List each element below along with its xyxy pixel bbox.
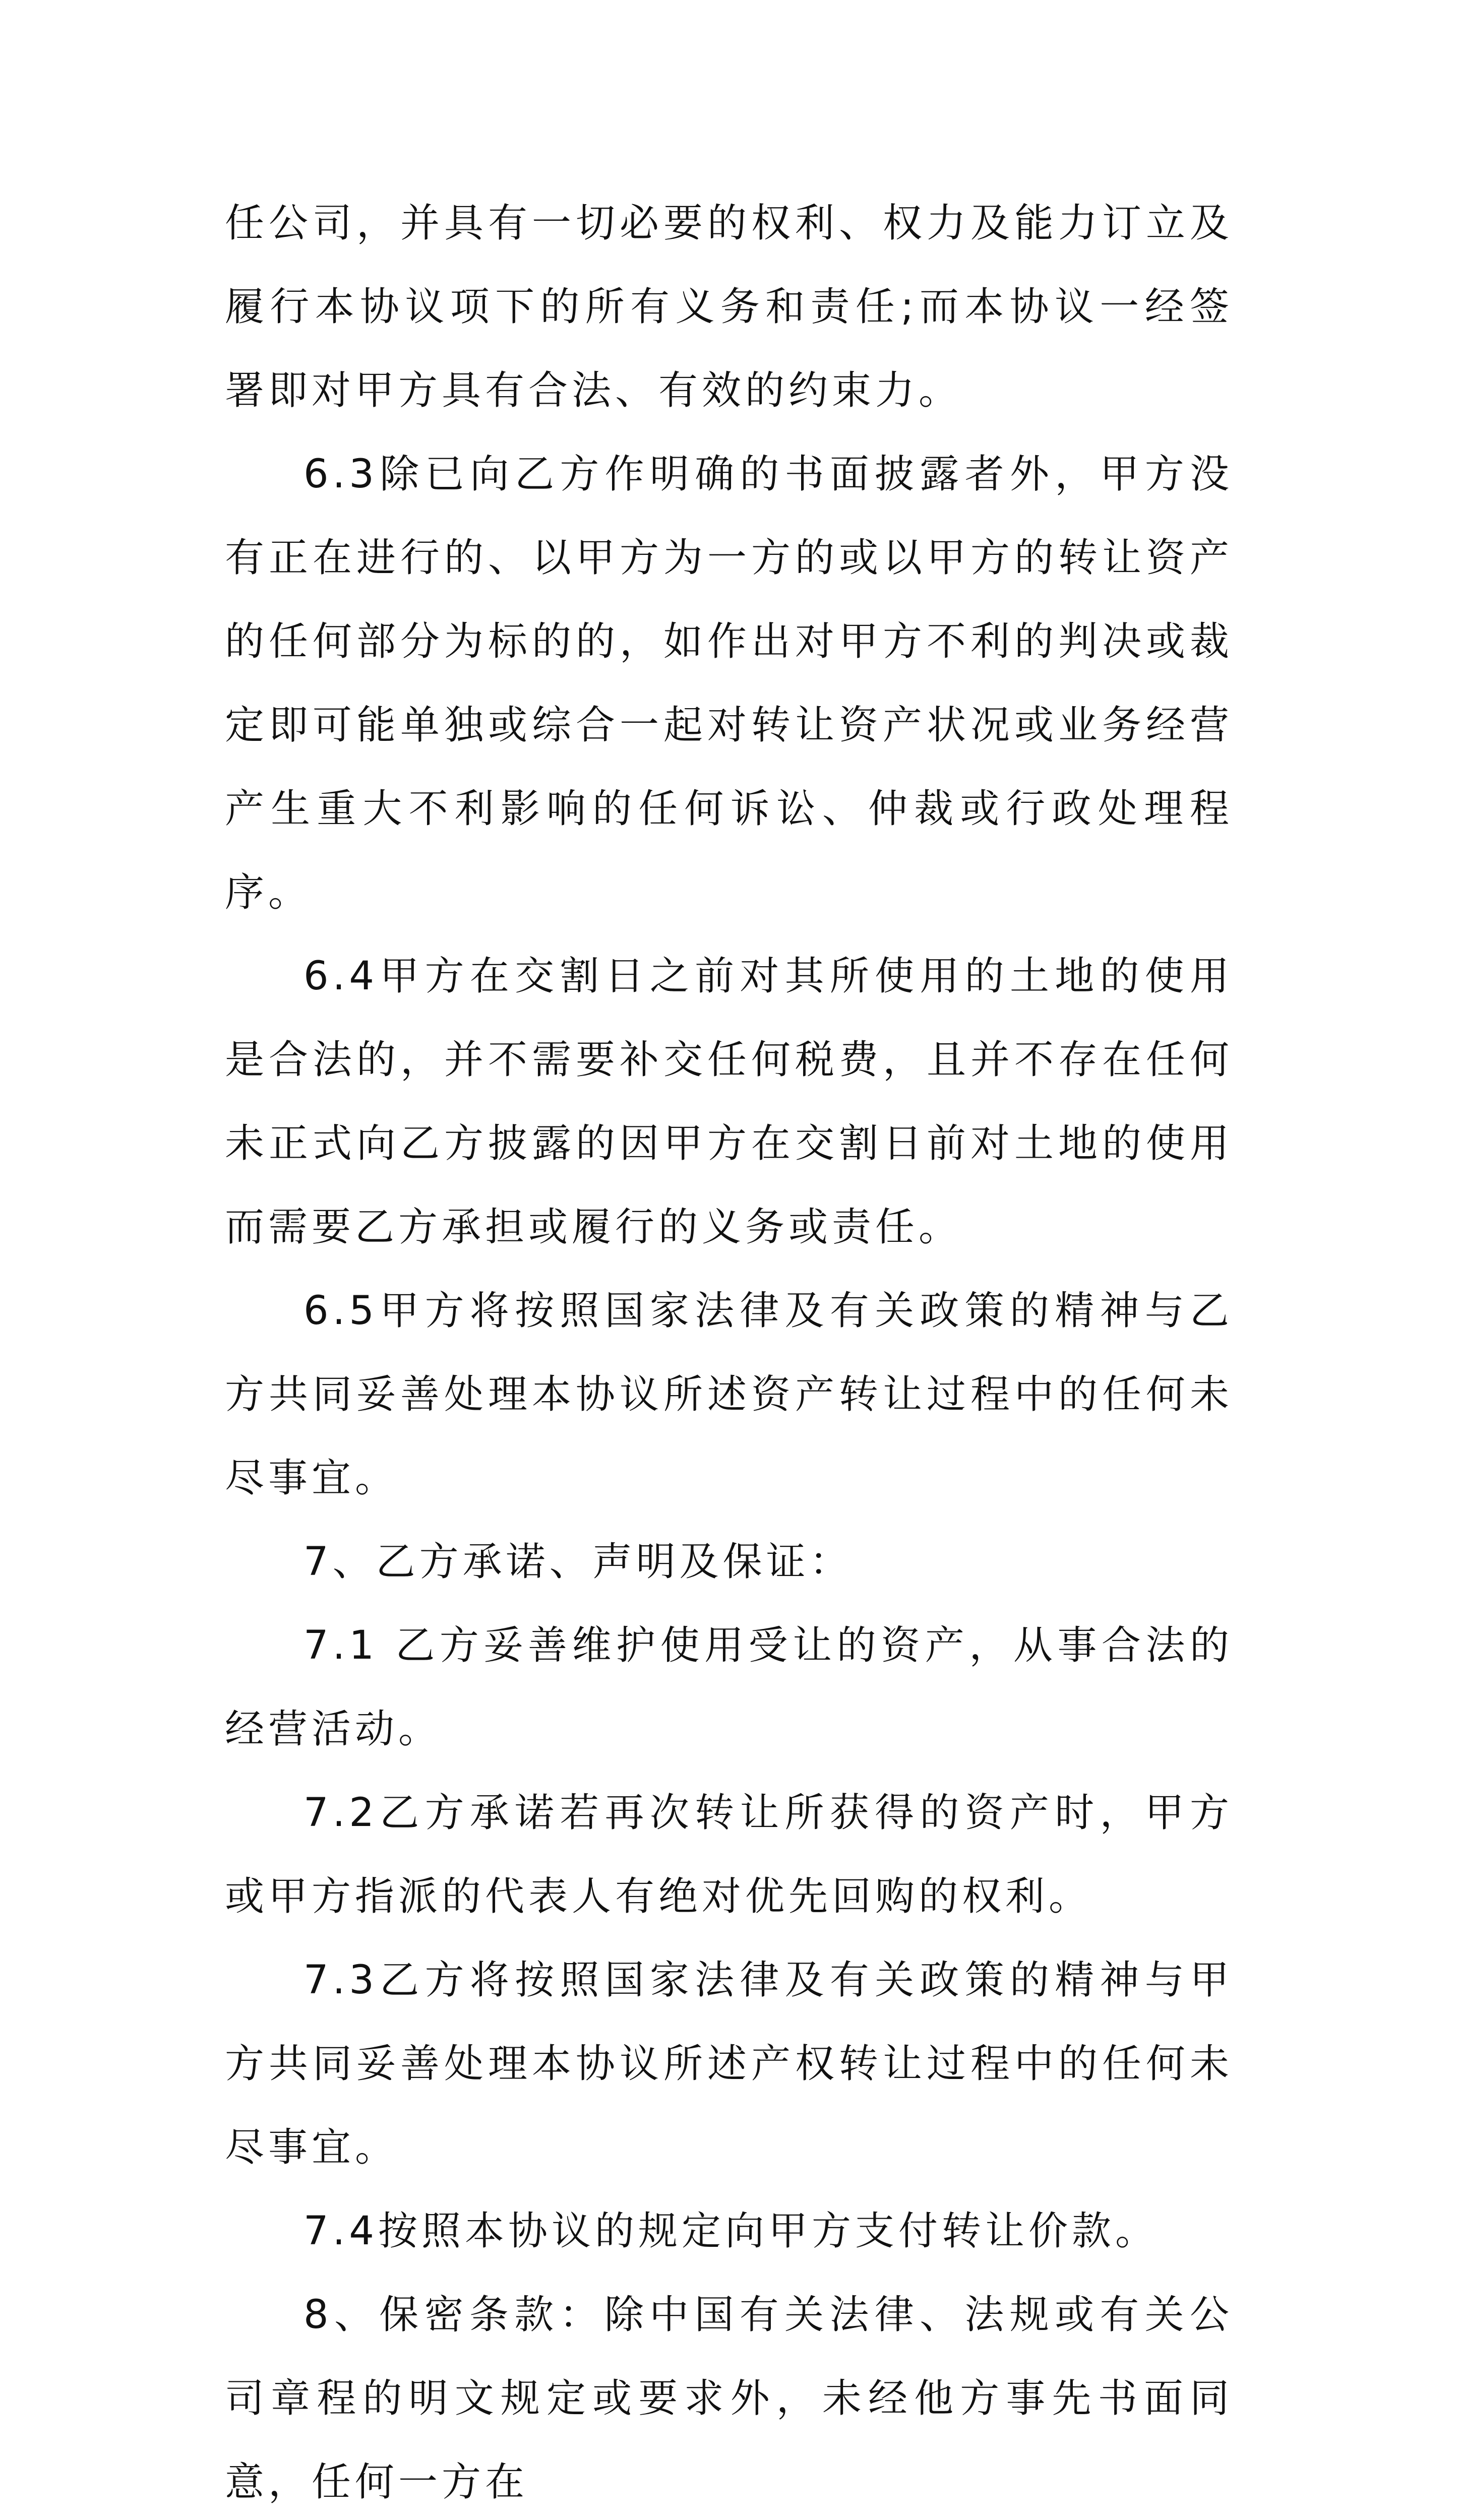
paragraph-6-3: 6.3除已向乙方作明确的书面披露者外，甲方没有正在进行的、以甲方为一方的或以甲方的转让资产的任何部分为标的的，如作出对甲方不利的判决或裁定即可能单独或综合一起对转让资产状况或业务经营产生重大不利影响的任何诉讼、仲裁或行政处理程序。 xyxy=(225,452,1233,915)
paragraph-7-1: 7.1 乙方妥善维护使用受让的资产，从事合法的经营活动。 xyxy=(225,1623,1233,1752)
paragraph-6-4: 6.4甲方在交割日之前对其所使用的土地的使用是合法的，并不需要补交任何税费，且并不存在任何未正式向乙方披露的因甲方在交割日前对土地的使用而需要乙方承担或履行的义务或责任。 xyxy=(225,954,1233,1250)
section-8-confidentiality: 8、保密条款：除中国有关法律、法规或有关公司章程的明文规定或要求外，未经他方事先书面同意，任何一方在 xyxy=(225,2292,1233,2505)
paragraph-7-4: 7.4按照本协议的规定向甲方支付转让价款。 xyxy=(303,2209,1159,2254)
section-7-heading: 7、乙方承诺、声明及保证： xyxy=(303,1539,853,1585)
paragraph-6-2-continuation: 任公司，并具有一切必要的权利、权力及能力订立及履行本协议项下的所有义务和责任;而本协议一经签署即对甲方具有合法、有效的约束力。 xyxy=(225,201,1233,413)
paragraph-7-2: 7.2乙方承诺若再次转让所获得的资产时，甲方或甲方指派的代表人有绝对优先回购的权利。 xyxy=(225,1790,1233,1919)
paragraph-6-5: 6.5甲方将按照国家法律及有关政策的精神与乙方共同妥善处理本协议所述资产转让过程中的任何未尽事宜。 xyxy=(225,1288,1233,1501)
paragraph-7-3: 7.3乙方将按照国家法律及有关政策的精神与甲方共同妥善处理本协议所述产权转让过程中的任何未尽事宜。 xyxy=(225,1958,1233,2170)
document-body xyxy=(225,181,1233,2520)
